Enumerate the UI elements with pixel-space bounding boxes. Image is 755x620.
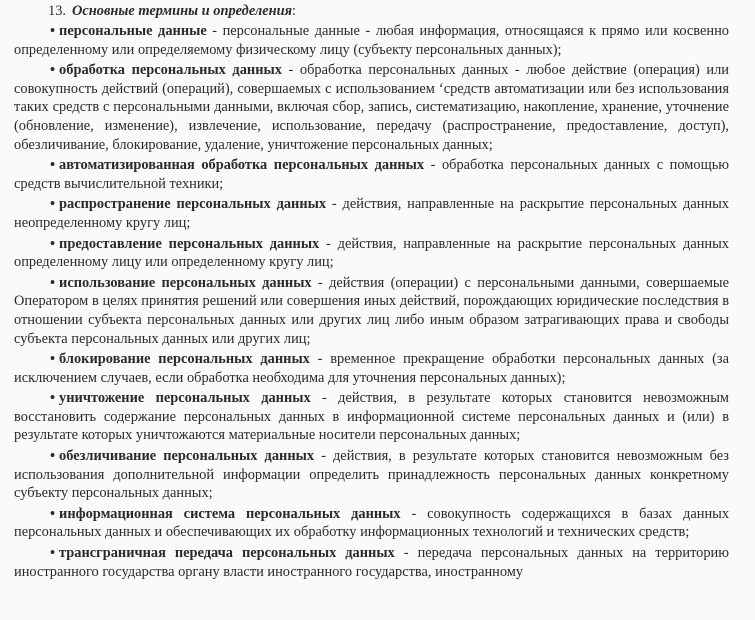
bullet: • <box>50 505 56 522</box>
term-name: автоматизированная обработка персональных данных <box>59 157 425 174</box>
term-name: обезличивание персональных данных <box>59 448 315 465</box>
term-paragraph <box>14 195 729 232</box>
term-paragraph <box>14 505 729 542</box>
term-definition: - обработка персональных данных с помощью средств вычислительной техники; <box>14 157 730 192</box>
term-name: использование персональных данных <box>59 274 312 291</box>
term-paragraph <box>14 447 729 503</box>
term-paragraph <box>14 389 729 445</box>
term-name: информационная система персональных данных <box>59 505 401 522</box>
term-name: обработка персональных данных <box>59 62 282 79</box>
term-name: предоставление персональных данных <box>59 235 320 252</box>
term-definition: - временное прекращение обработки персональных данных (за исключением случаев, если обработка необходима для уточнения персональных данных); <box>14 351 729 386</box>
section-title-colon: : <box>292 3 297 19</box>
bullet: • <box>50 235 56 252</box>
term-name: уничтожение персональных данных <box>59 390 311 407</box>
bullet: • <box>50 157 56 174</box>
term-definition: - совокупность содержащихся в базах данных персональных данных и обеспечивающих их обработку информационных технологий и технических средств; <box>14 505 730 541</box>
term-paragraph <box>14 544 729 581</box>
term-definition: - действия, в результате которых становится невозможным восстановить содержание персональных данных в информационной системе персональных данных и (или) в результате которых уничтожаются материальные носители персональных данных; <box>14 390 730 444</box>
bullet: • <box>50 196 56 213</box>
term-name: распространение персональных данных <box>59 196 327 213</box>
section-number: 13. <box>48 3 66 19</box>
term-paragraph <box>14 235 729 272</box>
term-definition: - передача персональных данных на территорию иностранного государства органу власти иностранного государства, иностранному <box>14 545 730 580</box>
term-definition: - действия, направленные на раскрытие персональных данных неопределенному кругу лиц; <box>14 196 729 231</box>
term-paragraph <box>14 156 729 193</box>
section-heading <box>14 2 729 22</box>
bullet: • <box>50 448 56 465</box>
term-definition: - обработка персональных данных - любое действие (операция) или совокупность действий (операций), совершаемых с использованием ‘средств автоматизации или без использования таких средств с персональными данными, включая сбор, запись, систематизацию, накопление, хранение, уточнение (обновление, изменение), извлечение, использование, передачу (распространение, предоставление, доступ), обезличивание, блокирование, удаление, уничтожение персональных данных; <box>14 62 729 153</box>
bullet: • <box>50 545 56 562</box>
term-paragraph <box>14 350 729 387</box>
term-definition: - персональные данные - любая информация, относящаяся к прямо или косвенно определенному или определяемому физическому лицу (субъекту персональных данных); <box>14 23 729 58</box>
term-name: трансграничная передача персональных данных <box>59 545 395 562</box>
term-definition: - действия, в результате которых становится невозможным без использования дополнительной информации определить принадлежность персональных данных конкретному субъекту персональных данных; <box>14 448 729 502</box>
bullet: • <box>50 274 56 291</box>
bullet: • <box>50 62 56 79</box>
term-paragraph <box>14 22 729 59</box>
bullet: • <box>50 390 56 407</box>
section-title: Основные термины и определения <box>72 3 293 19</box>
term-paragraph <box>14 274 729 348</box>
bullet: • <box>50 351 56 368</box>
bullet: • <box>50 23 56 39</box>
term-name: персональные данные <box>59 23 207 39</box>
term-paragraph <box>14 61 729 154</box>
term-definition: - действия (операции) с персональными данными, совершаемые Оператором в целях принятия решений или совершения иных действий, порождающих юридические последствия в отношении субъекта персональных данных или других лиц либо иным образом затрагивающих права и свободы субъекта персональных данных или других лиц; <box>14 274 729 347</box>
term-name: блокирование персональных данных <box>59 351 310 368</box>
term-definition: - действия, направленные на раскрытие персональных данных определенному лицу или определенному кругу лиц; <box>14 235 729 271</box>
